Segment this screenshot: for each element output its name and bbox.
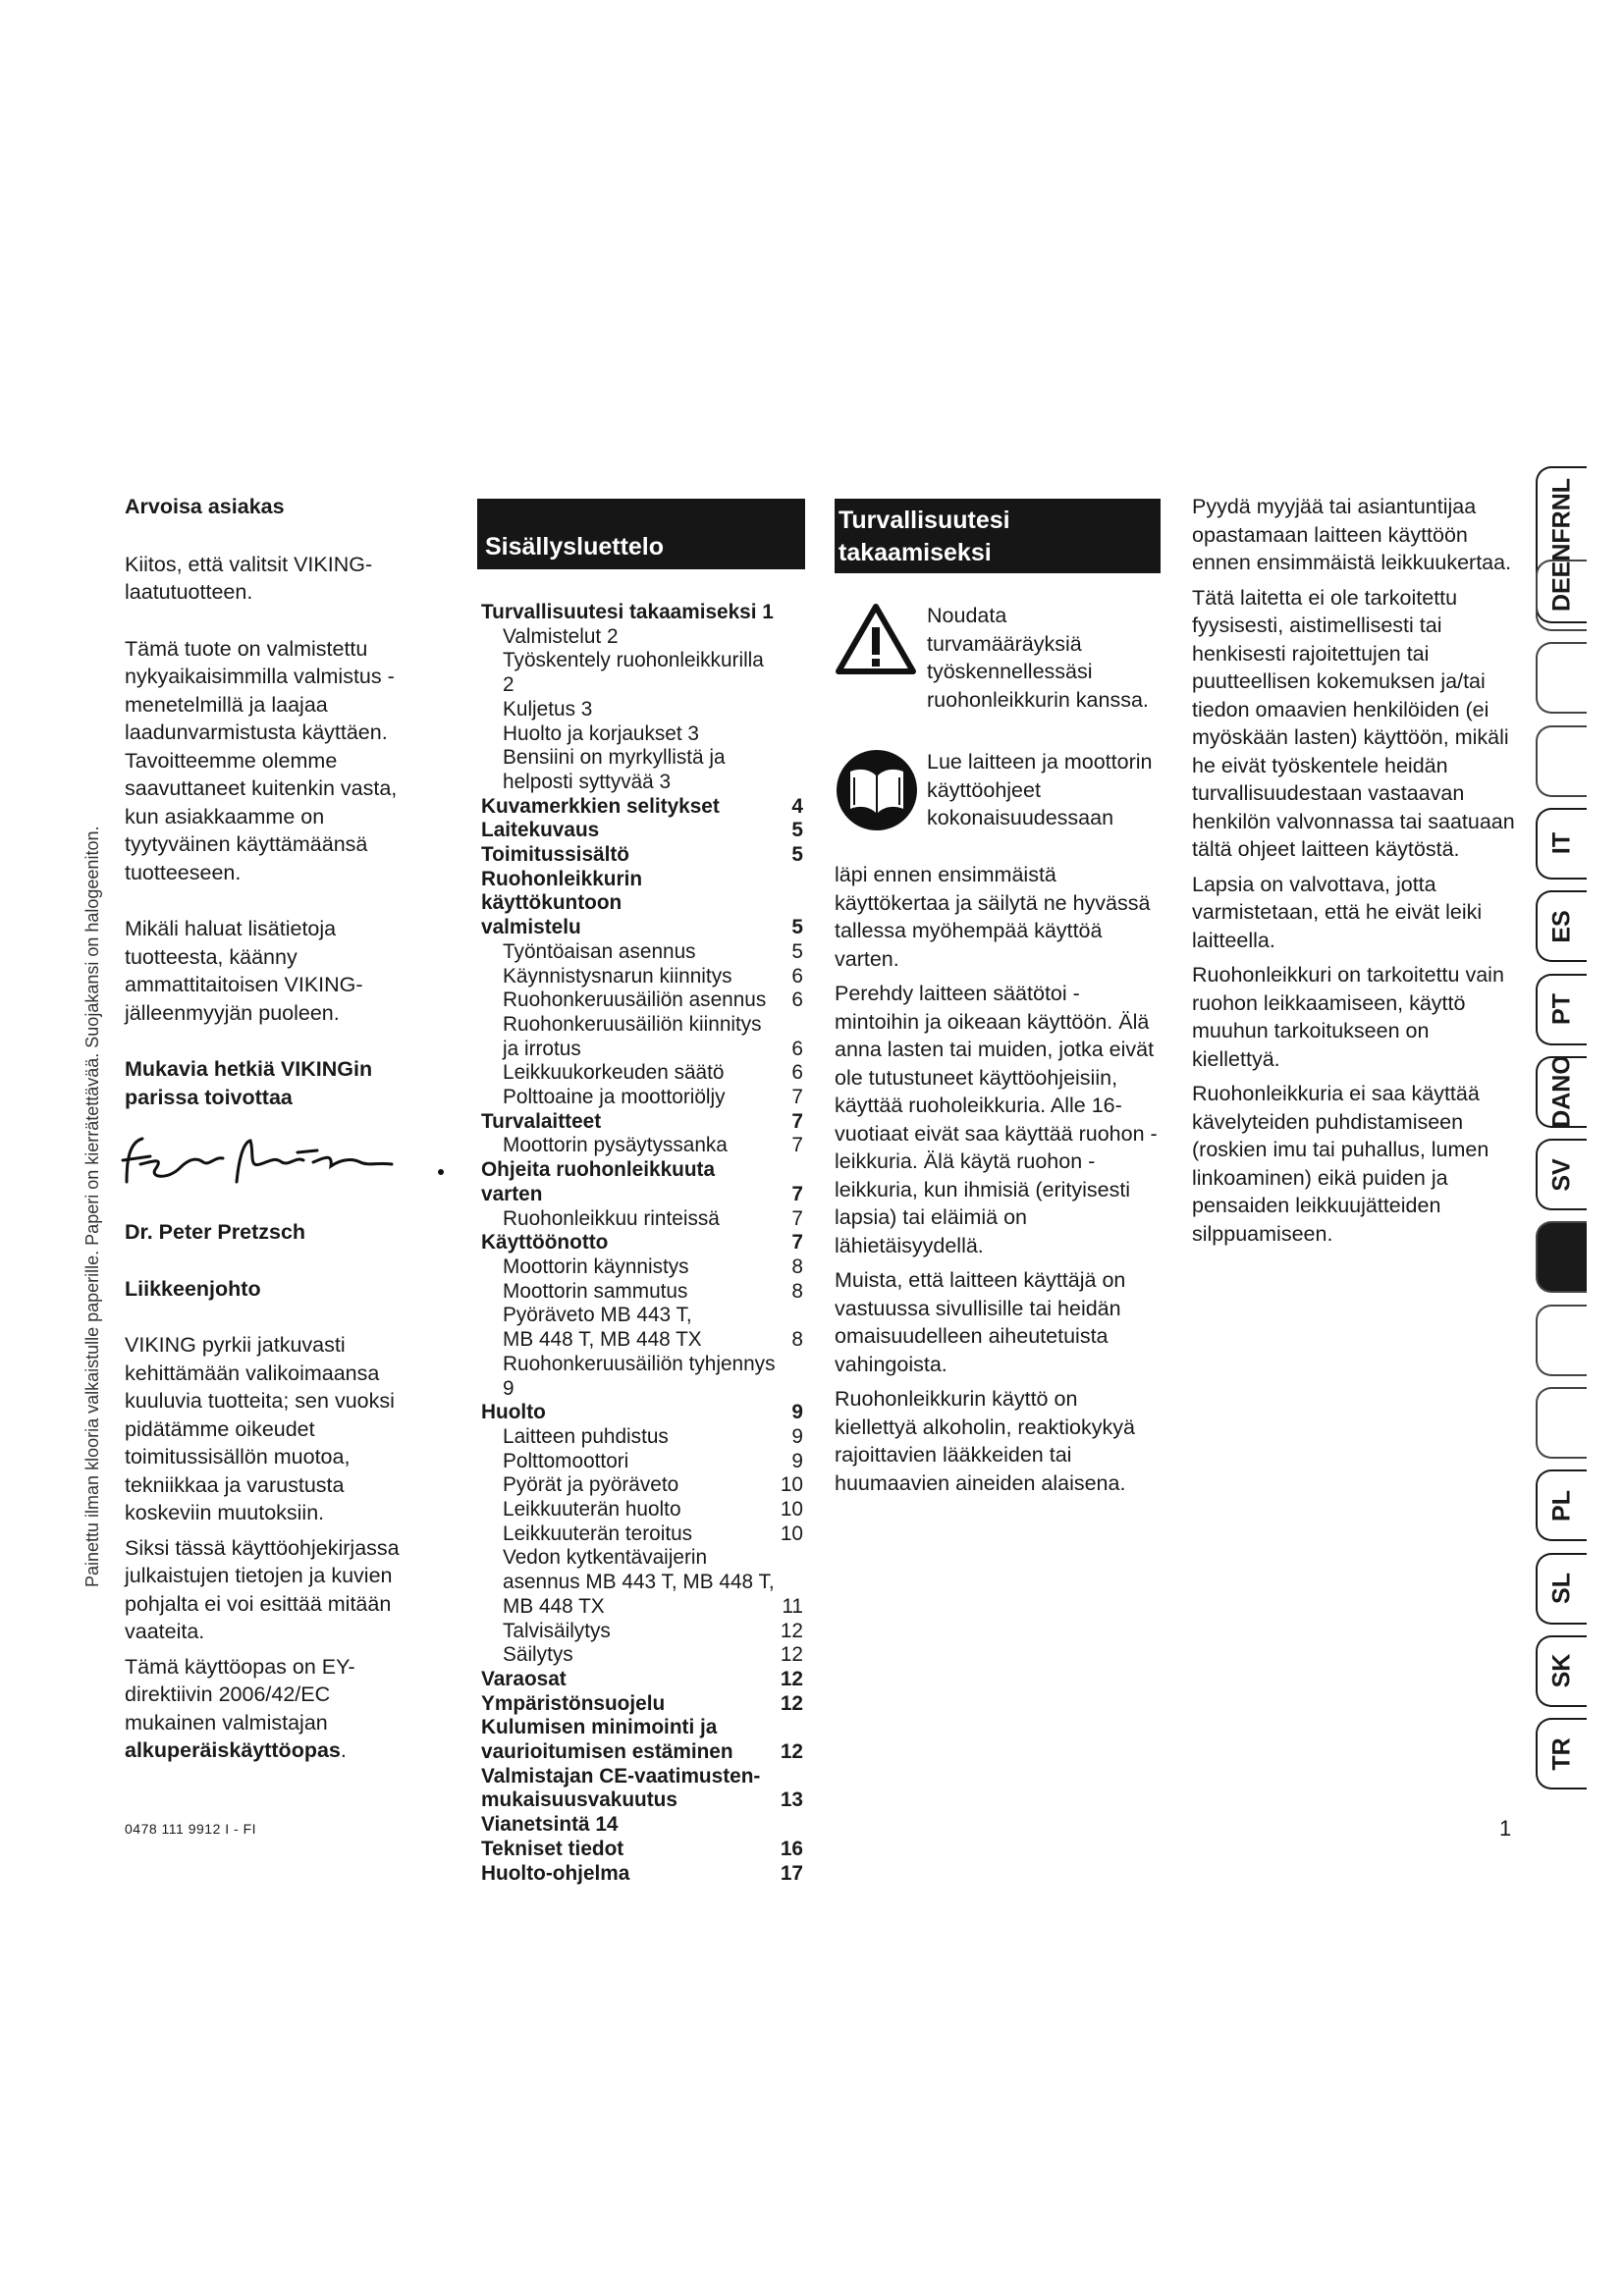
toc-entry-page xyxy=(780,746,803,771)
toc-entry-title: Ohjeita ruohonleikkuuta xyxy=(481,1158,716,1182)
language-tab[interactable] xyxy=(1536,1387,1587,1459)
language-tab-label: SV xyxy=(1547,1157,1576,1192)
language-tab-label: DEENFRNL xyxy=(1547,477,1576,613)
toc-entry-page: 7 xyxy=(791,1206,803,1230)
toc-entry xyxy=(481,1328,803,1353)
toc-entry-title: Moottorin sammutus xyxy=(503,1279,688,1303)
no-claims-text: Siksi tässä käyttöohjekirjassa julkaistujen tietojen ja kuvien pohjalta ei voi esittää mitään vaateita. xyxy=(125,1535,400,1643)
safety-p4: Ruohonleikkurin käyttö on kiellettyä alkoholin, reaktiokykyä rajoittavien lääkkeiden tai huumaavien aineiden alaisena. xyxy=(835,1387,1135,1495)
toc-entry-page: 12 xyxy=(780,1643,803,1667)
toc-entry-title: helposti syttyvää 3 xyxy=(503,770,672,793)
toc-entry xyxy=(481,1595,803,1620)
toc-entry-page xyxy=(780,649,803,697)
toc-entry xyxy=(481,771,803,795)
toc-entry-page: 17 xyxy=(780,1861,803,1885)
toc-entry xyxy=(481,601,803,625)
toc-entry-title: Säilytys xyxy=(503,1643,573,1667)
closing: Mukavia hetkiä VIKINGin parissa toivottaa xyxy=(125,1057,373,1109)
toc-entry-page xyxy=(780,1765,803,1789)
safety-p5: Pyydä myyjää tai asiantuntijaa opastamaan laitteen käyttöön ennen ensimmäistä leikkuukertaa. xyxy=(1192,495,1512,574)
toc-entry-title: valmistelu xyxy=(481,916,581,939)
language-tab[interactable] xyxy=(1536,1305,1587,1376)
safety-p6: Tätä laitetta ei ole tarkoitettu fyysisesti, aistimellisesti tai henkisesti rajoitettujen tai puutteellisen kokemuksen ja/tai tiedon omaavien henkilöiden (ei myöskään lasten) käyttöön, mikäli he eivät työskentele heidän turvallisuudestaan vastaavan henkilön valvonnassa tai saatuaan tältä ohjeet laitteen käytöstä. xyxy=(1192,585,1515,861)
safety-column xyxy=(835,861,1159,1504)
toc-entry-title: Ruohonkeruusäiliön tyhjennys 9 xyxy=(503,1352,776,1400)
language-tab[interactable] xyxy=(1536,1221,1587,1293)
toc-entry-title: Ruohonleikkurin käyttökuntoon xyxy=(481,867,643,915)
language-tab[interactable] xyxy=(1536,1056,1587,1128)
language-tab[interactable] xyxy=(1536,560,1587,631)
toc-entry-title: Käynnistysnarun kiinnitys xyxy=(503,964,732,988)
toc-entry xyxy=(481,1280,803,1305)
toc-entry-page xyxy=(780,722,803,747)
toc-title-bar xyxy=(477,499,805,569)
language-tab[interactable] xyxy=(1536,808,1587,880)
toc-entry-page: 10 xyxy=(780,1522,803,1545)
toc-entry-title: Valmistajan CE-vaatimusten- xyxy=(481,1764,761,1788)
toc-entry xyxy=(481,1498,803,1522)
toc-entry-title: vaurioitumisen estäminen xyxy=(481,1740,733,1764)
toc-entry xyxy=(481,1255,803,1280)
toc-entry-page: 8 xyxy=(791,1279,803,1303)
toc-entry xyxy=(481,1183,803,1207)
toc-entry-title: Vedon kytkentävaijerin xyxy=(503,1546,708,1570)
toc-entry-title: Moottorin käynnistys xyxy=(503,1255,689,1278)
intro-column xyxy=(125,493,419,1765)
toc-entry-title: Ympäristönsuojelu xyxy=(481,1691,666,1715)
toc-entry-page xyxy=(780,625,803,650)
toc-entry-page: 10 xyxy=(780,1498,803,1522)
original-manual-lead: Tämä käyttöopas on EY-direktiivin 2006/42/EC mukainen valmistajan xyxy=(125,1654,355,1735)
language-tab[interactable] xyxy=(1536,974,1587,1045)
safety-p9: Ruohonleikkuria ei saa käyttää kävelyteiden puhdistamiseen (roskien imu tai puhallus, lumen linkoaminen) eikä puiden ja pensaiden leikkuujätteiden silppuamiseen. xyxy=(1192,1082,1489,1246)
language-tab-label: IT xyxy=(1547,832,1576,855)
safety-p7: Lapsia on valvottava, jotta varmistetaan, että he eivät leiki laitteella. xyxy=(1192,872,1483,952)
toc-entry-title: Käyttöönotto xyxy=(481,1231,609,1255)
toc-entry xyxy=(481,1643,803,1668)
language-tab[interactable] xyxy=(1536,890,1587,962)
toc-entry-title: mukaisuusvakuutus xyxy=(481,1789,677,1812)
toc-entry-title: Toimitussisältö xyxy=(481,843,629,867)
toc-entry-title: Leikkuuterän teroitus xyxy=(503,1522,693,1545)
toc-entry-title: MB 448 T, MB 448 TX xyxy=(503,1328,702,1352)
toc-entry xyxy=(481,1473,803,1498)
toc-entry-page: 7 xyxy=(791,1231,803,1255)
toc-entry xyxy=(481,1304,803,1328)
toc-entry xyxy=(481,1740,803,1765)
toc-entry xyxy=(481,1401,803,1425)
toc-entry xyxy=(481,625,803,650)
toc-entry-page: 9 xyxy=(791,1449,803,1472)
toc-entry xyxy=(481,843,803,868)
toc-entry-page: 7 xyxy=(791,1086,803,1109)
toc-entry-page: 10 xyxy=(780,1473,803,1497)
toc-entry xyxy=(481,1425,803,1450)
toc-entry-title: Työskentely ruohonleikkurilla 2 xyxy=(503,649,764,697)
original-manual-end: . xyxy=(340,1738,347,1762)
toc-entry-title: Talvisäilytys xyxy=(503,1619,611,1642)
toc-entry-page: 8 xyxy=(791,1328,803,1352)
toc-entry-page: 6 xyxy=(791,964,803,988)
toc-entry-page xyxy=(780,601,803,625)
toc-entry xyxy=(481,819,803,843)
toc-entry-title: Leikkuukorkeuden säätö xyxy=(503,1061,725,1085)
toc-entry-page: 9 xyxy=(791,1401,803,1424)
toc-entry-title: Turvalaitteet xyxy=(481,1109,602,1133)
toc-entry xyxy=(481,988,803,1013)
toc-entry xyxy=(481,1231,803,1255)
toc-entry-page xyxy=(780,868,803,916)
toc-entry-title: Huolto xyxy=(481,1401,546,1424)
toc-entry-page: 9 xyxy=(791,1424,803,1448)
toc-entry-title: Laitteen puhdistus xyxy=(503,1424,669,1448)
safety-p3: Muista, että laitteen käyttäjä on vastuussa sivullisille tai heidän omaisuudelleen aiheutetuista vahingoista. xyxy=(835,1268,1126,1376)
toc-entry xyxy=(481,1692,803,1717)
toc-entry-page xyxy=(780,698,803,722)
signature xyxy=(121,1123,455,1196)
toc-entry-page: 12 xyxy=(780,1740,803,1764)
toc-entry xyxy=(481,1086,803,1110)
toc-entry xyxy=(481,1862,803,1887)
language-tab-label: SL xyxy=(1547,1573,1576,1605)
toc-entry-page: 7 xyxy=(791,1182,803,1205)
toc-entry xyxy=(481,1620,803,1644)
toc-entry-title: varten xyxy=(481,1182,543,1205)
safety-p2: Perehdy laitteen säätötoi - mintoihin ja oikeaan käyttöön. Älä anna lasten tai muiden, jotka eivät ole tutustuneet käyttöohjeisiin, käyttää ruoholeikkuria. Alle 16-vuotiaat eivät saa käyttää ruohon - leikkuria. Älä käytä ruohon - leikkuria, kun ihmisiä (erityisesti lapsia) tai eläimiä on lähietäisyydellä. xyxy=(835,982,1158,1257)
original-manual-text xyxy=(125,1653,419,1765)
manual-text: Lue laitteen ja moottorin käyttöohjeet kokonaisuudessaan xyxy=(927,750,1153,829)
toc-entry-page: 8 xyxy=(791,1255,803,1278)
toc-entry-page: 6 xyxy=(791,988,803,1012)
intro-thanks: Kiitos, että valitsit VIKING-laatutuotteen. xyxy=(125,552,373,604)
language-tab[interactable] xyxy=(1536,1469,1587,1541)
open-book-icon xyxy=(835,748,919,832)
toc-entry-page: 5 xyxy=(791,939,803,963)
toc-entry-title: Vianetsintä 14 xyxy=(481,1813,619,1837)
toc-entry-page: 12 xyxy=(780,1691,803,1715)
toc-entry-page: 6 xyxy=(791,1061,803,1085)
toc-entry-title: Laitekuvaus xyxy=(481,819,600,842)
toc-entry xyxy=(481,1765,803,1789)
intro-quality: Tämä tuote on valmistettu nykyaikaisimmilla valmistus - menetelmillä ja laajaa laadunvarmistusta käyttäen. Tavoitteemme olemme saavuttaneet kuitenkin vasta, kun asiakkaamme on tyytyväinen käyttämäänsä tuotteeseen. xyxy=(125,636,398,884)
paper-note: Painettu ilman klooria valkaistulle paperille. Paperi on kierrätettävää. Suojakansi on halogeeniton. xyxy=(82,826,102,1587)
toc-entry xyxy=(481,722,803,747)
greeting: Arvoisa asiakas xyxy=(125,495,285,518)
toc-entry-title: Pyöräveto MB 443 T, xyxy=(503,1304,692,1327)
toc-entry-page: 16 xyxy=(780,1837,803,1860)
toc-entry-page xyxy=(780,1813,803,1838)
toc-entry xyxy=(481,1522,803,1547)
toc-entry xyxy=(481,1571,803,1595)
toc-entry-title: Pyörät ja pyöräveto xyxy=(503,1473,679,1497)
toc-entry xyxy=(481,940,803,965)
intro-dealer: Mikäli haluat lisätietoja tuotteesta, käänny ammattitaitoisen VIKING-jälleenmyyjän puoleen. xyxy=(125,917,363,1025)
toc-entry-title: Tekniset tiedot xyxy=(481,1837,624,1860)
warning-triangle-icon xyxy=(835,602,917,676)
toc-entry xyxy=(481,1134,803,1158)
signer-name: Dr. Peter Pretzsch xyxy=(125,1220,306,1244)
toc-entry-title: Polttoaine ja moottoriöljy xyxy=(503,1086,726,1109)
language-tab-label: TR xyxy=(1547,1737,1576,1771)
language-tab[interactable] xyxy=(1536,1718,1587,1789)
toc-entry-page: 5 xyxy=(791,843,803,867)
toc-entry xyxy=(481,916,803,940)
toc-entry-page: 7 xyxy=(791,1109,803,1133)
toc-entry xyxy=(481,1158,803,1183)
language-tab[interactable] xyxy=(1536,1635,1587,1707)
language-tab-label: DANO xyxy=(1547,1055,1576,1129)
toc-entry-page: 4 xyxy=(791,794,803,818)
toc-entry-page: 12 xyxy=(780,1667,803,1690)
toc-entry-title: Varaosat xyxy=(481,1667,567,1690)
toc-entry xyxy=(481,1207,803,1232)
toc-entry-page xyxy=(780,1353,803,1401)
toc-entry xyxy=(481,1450,803,1474)
toc-entry-page xyxy=(780,1158,803,1183)
toc-entry-title: Moottorin pysäytyssanka xyxy=(503,1134,728,1157)
document-code: 0478 111 9912 I - FI xyxy=(125,1821,257,1837)
toc-entry xyxy=(481,1546,803,1571)
toc-entry xyxy=(481,1813,803,1838)
toc-entry-title: Kuljetus 3 xyxy=(503,697,593,721)
table-of-contents xyxy=(481,601,803,1886)
page-number: 1 xyxy=(1499,1816,1512,1841)
toc-entry xyxy=(481,965,803,989)
signer-title: Liikkeenjohto xyxy=(125,1276,261,1301)
toc-entry-page xyxy=(780,1546,803,1571)
language-tab[interactable] xyxy=(1536,725,1587,797)
toc-entry-page: 5 xyxy=(791,819,803,842)
safety-p1: läpi ennen ensimmäistä käyttökertaa ja säilytä ne hyvässä tallessa myöhempää käyttöä varten. xyxy=(835,863,1151,971)
toc-entry-page xyxy=(780,1716,803,1740)
toc-entry xyxy=(481,1061,803,1086)
toc-entry xyxy=(481,1838,803,1862)
toc-entry-title: Kuvamerkkien selitykset xyxy=(481,794,720,818)
toc-entry-title: Turvallisuutesi takaamiseksi 1 xyxy=(481,601,774,623)
toc-entry-page: 11 xyxy=(782,1594,803,1618)
toc-entry-title: Huolto ja korjaukset 3 xyxy=(503,721,699,745)
toc-entry xyxy=(481,698,803,722)
toc-entry-page xyxy=(780,1304,803,1328)
language-tab-label: SK xyxy=(1547,1654,1576,1688)
toc-entry xyxy=(481,746,803,771)
language-tab[interactable] xyxy=(1536,1553,1587,1625)
language-tabs xyxy=(1532,476,1591,1782)
toc-entry-title: Ruohonleikkuu rinteissä xyxy=(503,1206,720,1230)
toc-entry xyxy=(481,1353,803,1401)
toc-entry xyxy=(481,1038,803,1062)
toc-entry-title: Kulumisen minimointi ja xyxy=(481,1716,718,1739)
toc-entry-page xyxy=(780,771,803,795)
toc-entry-title: ja irrotus xyxy=(503,1037,581,1060)
toc-entry-page: 7 xyxy=(791,1134,803,1157)
toc-entry-title: Työntöaisan asennus xyxy=(503,939,696,963)
toc-entry xyxy=(481,1789,803,1813)
language-tab[interactable] xyxy=(1536,642,1587,714)
language-tab-label: PT xyxy=(1547,993,1576,1025)
toc-entry-page: 6 xyxy=(791,1037,803,1060)
toc-entry-page: 13 xyxy=(780,1789,803,1812)
toc-entry-title: Ruohonkeruusäiliön asennus xyxy=(503,988,767,1012)
safety-title: Turvallisuutesi takaamiseksi xyxy=(839,507,1010,566)
toc-entry xyxy=(481,1716,803,1740)
warning-text: Noudata turvamääräyksiä työskennellessäsi ruohonleikkurin kanssa. xyxy=(927,604,1149,712)
original-manual-bold: alkuperäiskäyttöopas xyxy=(125,1738,341,1762)
safety-column-2 xyxy=(1192,493,1522,1255)
safety-title-bar xyxy=(835,499,1161,573)
toc-entry xyxy=(481,1110,803,1135)
toc-entry-title: asennus MB 443 T, MB 448 T, xyxy=(503,1571,775,1594)
language-tab-label: PL xyxy=(1547,1489,1576,1522)
toc-entry xyxy=(481,1013,803,1038)
toc-entry-title: Ruohonkeruusäiliön kiinnitys xyxy=(503,1012,762,1036)
toc-entry xyxy=(481,868,803,916)
toc-entry-title: Valmistelut 2 xyxy=(503,624,619,648)
toc-entry-title: Bensiini on myrkyllistä ja xyxy=(503,746,726,770)
toc-entry xyxy=(481,795,803,820)
language-tab-label: ES xyxy=(1547,910,1576,943)
safety-p8: Ruohonleikkuri on tarkoitettu vain ruohon leikkaamiseen, käyttö muuhun tarkoitukseen on kiellettyä. xyxy=(1192,963,1504,1071)
toc-entry-title: MB 448 TX xyxy=(503,1594,605,1618)
toc-entry xyxy=(481,649,803,697)
toc-entry-page xyxy=(780,1013,803,1038)
toc-title: Sisällysluettelo xyxy=(485,533,665,561)
language-tab[interactable] xyxy=(1536,1139,1587,1210)
toc-entry-title: Leikkuuterän huolto xyxy=(503,1498,681,1522)
toc-entry xyxy=(481,1668,803,1692)
toc-entry-page xyxy=(780,1571,803,1595)
toc-entry-page: 12 xyxy=(780,1619,803,1642)
toc-entry-title: Polttomoottori xyxy=(503,1449,629,1472)
toc-entry-page: 5 xyxy=(791,916,803,939)
product-changes-text: VIKING pyrkii jatkuvasti kehittämään valikoimaansa kuuluvia tuotteita; sen vuoksi pidätämme oikeudet toimitussisällön muotoa, tekniikkaa ja varustusta koskeviin muutoksiin. xyxy=(125,1333,395,1524)
toc-entry-title: Huolto-ohjelma xyxy=(481,1861,630,1885)
